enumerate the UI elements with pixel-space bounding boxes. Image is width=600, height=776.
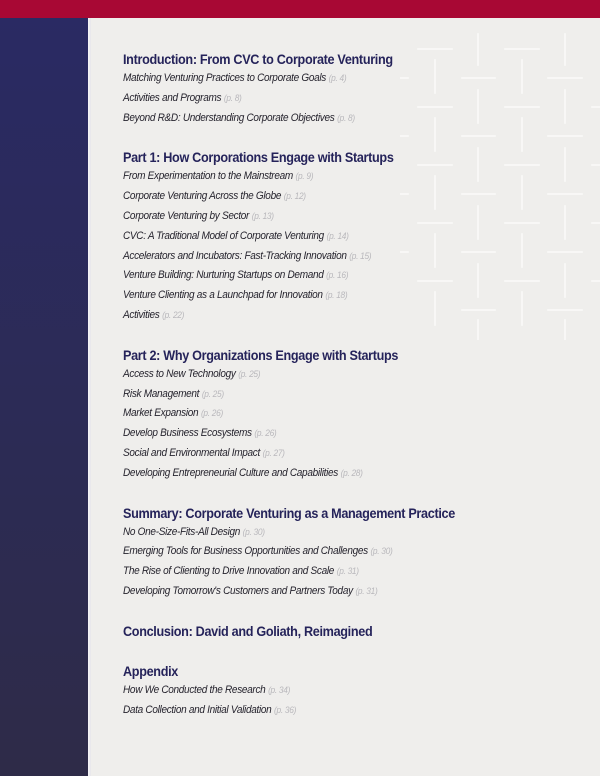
top-accent-bar [0, 0, 600, 18]
section-heading[interactable]: Summary: Corporate Venturing as a Management Practice [123, 505, 455, 521]
page-ref: (p. 25) [238, 368, 261, 380]
section-spacer [123, 326, 583, 347]
toc-entry[interactable] [123, 266, 528, 286]
entry-title: The Rise of Clienting to Drive Innovation and Scale [123, 565, 335, 578]
section-heading[interactable]: Part 1: How Corporations Engage with Startups [123, 150, 394, 166]
page-ref: (p. 16) [326, 270, 349, 282]
toc-entry[interactable] [123, 207, 528, 227]
page-ref: (p. 15) [349, 250, 372, 262]
entry-title: Developing Entrepreneurial Culture and Capabilities [123, 466, 338, 479]
entry-title: Social and Environmental Impact [123, 446, 260, 459]
page-ref: (p. 30) [242, 526, 265, 538]
toc-section-summary [123, 505, 583, 602]
entry-title: How We Conducted the Research [123, 683, 266, 696]
page-ref: (p. 31) [355, 585, 378, 597]
entry-title: Venture Clienting as a Launchpad for Innovation [123, 289, 323, 302]
toc-entry[interactable] [123, 227, 528, 247]
section-spacer [123, 641, 583, 663]
entry-title: Venture Building: Nurturing Startups on Demand [123, 269, 324, 282]
page-ref: (p. 9) [295, 171, 314, 183]
page-ref: (p. 28) [340, 467, 363, 479]
entry-title: From Experimentation to the Mainstream [123, 170, 293, 183]
toc-entry[interactable] [123, 542, 528, 562]
entry-title: Accelerators and Incubators: Fast-Tracking Innovation [123, 249, 347, 262]
entry-title: Data Collection and Initial Validation [123, 703, 272, 716]
entry-title: Activities [123, 308, 160, 321]
page-ref: (p. 26) [254, 428, 277, 440]
page-ref: (p. 22) [162, 309, 185, 321]
entry-title: CVC: A Traditional Model of Corporate Venturing [123, 229, 324, 242]
entry-title: Activities and Programs [123, 91, 222, 104]
entry-title: Market Expansion [123, 407, 199, 420]
toc-entry[interactable] [123, 69, 528, 89]
toc-entry[interactable] [123, 385, 528, 405]
page-ref: (p. 14) [326, 230, 349, 242]
toc-entry[interactable] [123, 89, 528, 109]
toc-entry[interactable] [123, 306, 528, 326]
entry-title: Risk Management [123, 387, 200, 400]
section-spacer [123, 128, 583, 149]
toc-entry[interactable] [123, 464, 528, 484]
page-ref: (p. 4) [328, 73, 347, 84]
section-heading[interactable]: Conclusion: David and Goliath, Reimagined [123, 623, 373, 639]
page-ref: (p. 27) [262, 447, 285, 459]
toc-entry[interactable] [123, 247, 528, 267]
toc-entry[interactable] [123, 444, 528, 464]
entry-title: Corporate Venturing Across the Globe [123, 190, 282, 203]
page-ref: (p. 30) [370, 546, 393, 558]
page-ref: (p. 25) [201, 388, 224, 400]
toc-entry[interactable] [123, 582, 528, 602]
page-ref: (p. 36) [274, 704, 297, 716]
toc-entry[interactable] [123, 424, 528, 444]
toc-entry[interactable] [123, 523, 528, 543]
toc-entry[interactable] [123, 701, 528, 721]
toc-section-part-2 [123, 347, 583, 484]
entry-title: Beyond R&D: Understanding Corporate Objectives [123, 111, 335, 124]
sidebar-color-band [0, 18, 88, 776]
entry-title: No One-Size-Fits-All Design [123, 525, 241, 538]
toc-entry[interactable] [123, 167, 528, 187]
entry-title: Develop Business Ecosystems [123, 427, 252, 440]
page-ref: (p. 8) [337, 112, 355, 124]
entry-title: Emerging Tools for Business Opportunities and Challenges [123, 545, 368, 558]
entry-title: Matching Venturing Practices to Corporate Goals [123, 72, 327, 84]
sidebar-edge-divider [88, 18, 91, 776]
entry-title: Corporate Venturing by Sector [123, 209, 250, 222]
entry-title: Access to New Technology [123, 367, 236, 380]
toc-section-introduction [123, 51, 583, 128]
section-spacer [123, 484, 583, 505]
toc-entry[interactable] [123, 109, 528, 129]
table-of-contents [123, 51, 583, 720]
toc-entry[interactable] [123, 562, 528, 582]
toc-section-appendix [123, 663, 583, 721]
toc-entry[interactable] [123, 187, 528, 207]
toc-entry[interactable] [123, 286, 528, 306]
toc-entry[interactable] [123, 404, 528, 424]
page-ref: (p. 26) [200, 408, 223, 420]
section-heading[interactable]: Part 2: Why Organizations Engage with Startups [123, 347, 399, 363]
page-ref: (p. 18) [325, 290, 348, 302]
section-spacer [123, 602, 583, 623]
page-ref: (p. 34) [268, 684, 291, 696]
toc-entry[interactable] [123, 681, 528, 701]
page-ref: (p. 13) [251, 210, 274, 222]
toc-section-part-1 [123, 149, 583, 325]
page-ref: (p. 12) [283, 191, 306, 203]
entry-title: Developing Tomorrow's Customers and Partners Today [123, 584, 353, 597]
page-ref: (p. 31) [336, 566, 359, 578]
section-heading[interactable]: Appendix [123, 663, 179, 679]
toc-section-conclusion [123, 623, 583, 641]
section-heading[interactable]: Introduction: From CVC to Corporate Venturing [123, 52, 393, 67]
toc-entry[interactable] [123, 365, 528, 385]
page-ref: (p. 8) [223, 92, 242, 104]
